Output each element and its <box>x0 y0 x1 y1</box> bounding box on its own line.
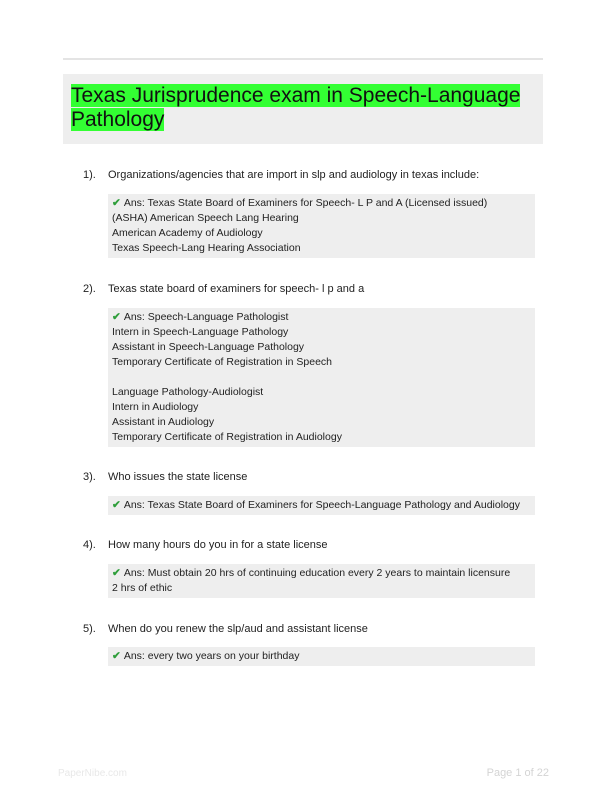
answer-line: Intern in Audiology <box>112 401 199 413</box>
answer-line: Intern in Speech-Language Pathology <box>112 326 289 338</box>
check-icon: ✔ <box>112 311 121 323</box>
answer-box <box>108 308 535 447</box>
question-text: When do you renew the slp/aud and assistant license <box>108 623 368 635</box>
answer-line: Temporary Certificate of Registration in Speech <box>112 356 333 368</box>
answer-line: American Academy of Audiology <box>112 227 263 239</box>
answer-line: Temporary Certificate of Registration in Audiology <box>112 431 342 443</box>
answer-line: Assistant in Audiology <box>112 416 215 428</box>
answer-box <box>108 194 535 258</box>
answer-line: 2 hrs of ethic <box>112 582 173 594</box>
answer-line: ✔ Ans: Texas State Board of Examiners for Speech- L P and A (Licensed issued) <box>112 197 488 209</box>
question-text: How many hours do you in for a state license <box>108 539 328 551</box>
question-number: 2). <box>83 283 96 295</box>
answer-line: Texas Speech-Lang Hearing Association <box>112 242 301 254</box>
check-icon: ✔ <box>112 650 121 662</box>
answer-line: Language Pathology-Audiologist <box>112 386 264 398</box>
answer-line-blank <box>112 370 531 385</box>
answer-line: ✔ Ans: Must obtain 20 hrs of continuing education every 2 years to maintain licensure <box>112 567 511 579</box>
answer-line: ✔ Ans: every two years on your birthday <box>112 650 300 662</box>
question-text: Organizations/agencies that are import in slp and audiology in texas include: <box>108 169 480 181</box>
answer-line: ✔ Ans: Texas State Board of Examiners for Speech-Language Pathology and Audiology <box>112 499 520 511</box>
top-divider <box>63 58 543 60</box>
answer-box <box>108 647 535 666</box>
page-title <box>71 84 543 132</box>
answer-box <box>108 496 535 515</box>
check-icon: ✔ <box>112 197 121 209</box>
question-number: 4). <box>83 539 96 551</box>
page-title-text: Texas Jurisprudence exam in Speech-Language Pathology <box>71 84 521 131</box>
check-icon: ✔ <box>112 499 121 511</box>
question-number: 1). <box>83 169 96 181</box>
answer-line: Assistant in Speech-Language Pathology <box>112 341 305 353</box>
answer-line: (ASHA) American Speech Lang Hearing <box>112 212 299 224</box>
footer-page-number: Page 1 of 22 <box>486 767 549 779</box>
footer-site-watermark: PaperNibe.com <box>58 768 127 779</box>
answer-line: ✔ Ans: Speech-Language Pathologist <box>112 311 289 323</box>
question-text: Who issues the state license <box>108 471 248 483</box>
question-number: 3). <box>83 471 96 483</box>
check-icon: ✔ <box>112 567 121 579</box>
question-text: Texas state board of examiners for speech- l p and a <box>108 283 365 295</box>
question-number: 5). <box>83 623 96 635</box>
title-box <box>63 74 543 144</box>
answer-box <box>108 564 535 598</box>
